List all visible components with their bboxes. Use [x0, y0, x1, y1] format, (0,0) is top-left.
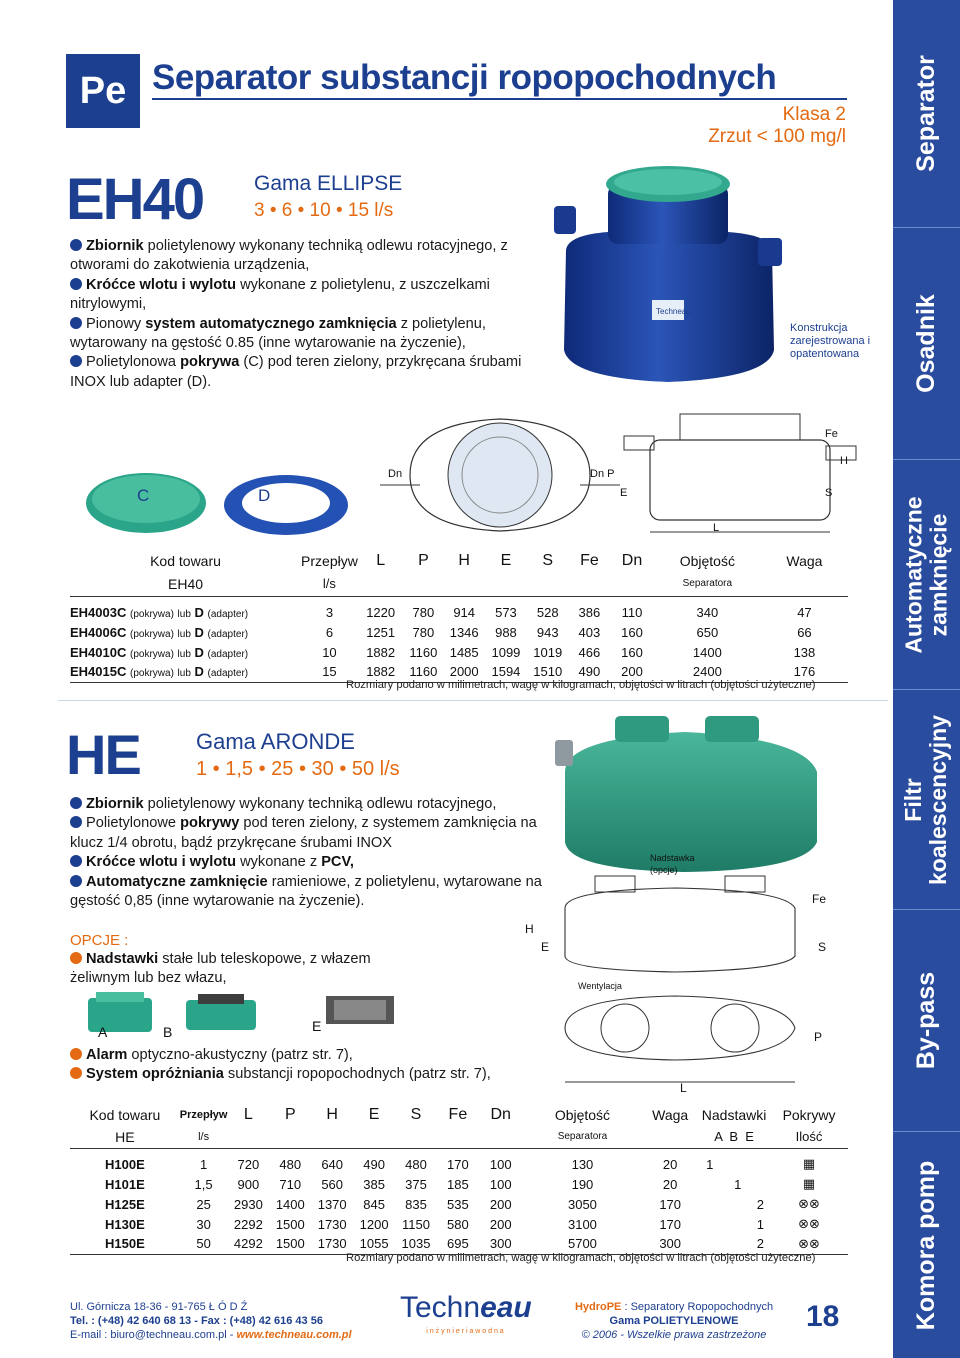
zrzut-label: Zrzut < 100 mg/l: [708, 126, 846, 147]
bullet-icon: [70, 875, 82, 887]
bullet-icon: [70, 239, 82, 251]
nadstawka-label-a: A: [98, 1024, 108, 1040]
he-table: [70, 1104, 848, 1255]
gama-ellipse-flows: 3 • 6 • 10 • 15 l/s: [254, 200, 394, 221]
dim-label-fe: Fe: [825, 428, 838, 440]
he-options: [70, 950, 410, 989]
col-przeplyw: Przepływ: [301, 553, 358, 569]
feature-item: Pionowy system automatycznego zamknięcia z polietylenu, wytarowany na gęstość 0.85 (inne wytarowanie na życzenie),: [70, 315, 486, 352]
bullet-icon: [70, 816, 82, 828]
eh40-top-view-drawing: [380, 405, 620, 545]
adapter-label-d: D: [258, 486, 271, 505]
pe-badge: Pe: [66, 54, 140, 128]
section-divider: [58, 700, 888, 701]
klasa-label: Klasa 2: [782, 104, 846, 125]
col-s: S: [410, 1106, 422, 1123]
eh40-table: [70, 550, 848, 683]
col-objetosc: Objętość: [679, 553, 735, 569]
feature-item: Zbiornik polietylenowy wykonany techniką odlewu rotacyjnego,: [70, 795, 550, 814]
sub-separatora: Separatora: [557, 1131, 608, 1143]
col-l: L: [243, 1106, 253, 1123]
svg-text:Techneau: Techneau: [656, 307, 691, 316]
footer-email: E-mail : biuro@techneau.com.pl - www.techneau.com.pl: [70, 1329, 352, 1341]
he-table-wrapper: [70, 1104, 848, 1255]
bullet-icon: [70, 952, 82, 964]
col-dn: Dn: [621, 552, 643, 569]
option-item: System opróżniania substancji ropopochodnych (patrz str. 7),: [70, 1065, 550, 1084]
sidebar-item-automatyczne-zamkniecie[interactable]: [893, 460, 960, 690]
footer-address: Ul. Górnicza 18-36 - 91-765 Ł Ó D Ź: [70, 1301, 248, 1313]
sub-abe: A B E: [714, 1129, 754, 1145]
dim-label-e: E: [620, 487, 628, 499]
col-l: L: [376, 552, 386, 569]
nadstawka-label-b: B: [163, 1024, 173, 1040]
col-kod: Kod towaru: [150, 553, 221, 569]
footer-phone: Tel. : (+48) 42 640 68 13 - Fax : (+48) 42 616 43 56: [70, 1315, 323, 1327]
he-gama-block: [196, 730, 400, 781]
eh40-gama-block: [254, 172, 402, 222]
col-kod: Kod towaru: [89, 1107, 161, 1123]
title-divider: [152, 98, 847, 100]
sidebar-item-by-pass[interactable]: [893, 910, 960, 1132]
col-e: E: [500, 552, 512, 569]
he-dim-fe: Fe: [812, 892, 827, 906]
bullet-icon: [70, 1048, 82, 1060]
table-row: EH4006C (pokrywa) lub D (adapter) 6 1251 780 1346 988 943 403 160 650 66: [70, 624, 812, 640]
col-pokrywy: Pokrywy: [782, 1107, 836, 1123]
bullet-icon: [70, 1067, 82, 1079]
feature-item: Polietylonowe pokrywy pod teren zielony, z systemem zamknięcia na klucz 1/4 obrotu, bądź przykręcane śrubami INOX: [70, 815, 537, 851]
sidebar-item-separator[interactable]: [893, 0, 960, 228]
sidebar-item-label: Komora pomp: [912, 1160, 941, 1330]
opcje-title: OPCJE :: [70, 932, 129, 949]
eh40-side-view-drawing: [620, 410, 860, 545]
he-extras: [70, 1046, 550, 1085]
table-row: H125E 25 2930 1400 1370 845 835 535 200 3050 170 2 ⊗⊗: [104, 1196, 820, 1212]
col-p: P: [418, 552, 429, 569]
page-title: Separator substancji ropopochodnych: [152, 58, 777, 97]
col-waga: Waga: [786, 553, 823, 569]
dim-label-l: L: [713, 522, 720, 534]
feature-item: Zbiornik polietylenowy wykonany techniką odlewu rotacyjnego, z otworami do zakotwienia urządzenia,: [70, 238, 508, 274]
col-fe: Fe: [448, 1106, 468, 1123]
sidebar-item-label: Automatyczne zamknięcie: [900, 495, 952, 654]
bullet-icon: [70, 317, 82, 329]
he-dim-s: S: [818, 940, 827, 954]
table-row: H130E 30 2292 1500 1730 1200 1150 580 200 3100 170 1 ⊗⊗: [104, 1216, 820, 1232]
eh40-table-note: Rozmiary podano w milimetrach, wagę w kilogramach, objętości w litrach (objętości użyteczne): [346, 679, 816, 691]
table-row: EH4010C (pokrywa) lub D (adapter) 10 1882 1160 1485 1099 1019 466 160 1400 138: [70, 644, 816, 660]
sub-ilosc: Ilość: [795, 1129, 823, 1145]
he-dim-l: L: [680, 1081, 687, 1095]
table-row: EH4003C (pokrywa) lub D (adapter) 3 1220 780 914 573 528 386 110 340 47: [70, 604, 812, 620]
table-row: H101E 1,5 900 710 560 385 375 185 100 190 20 1 ▦: [104, 1176, 816, 1192]
sub-he: HE: [115, 1128, 135, 1145]
col-p: P: [284, 1106, 296, 1123]
footer-product-info: HydroPE : Separatory Ropopochodnych Gama POLIETYLENOWE © 2006 - Wszelkie prawa zastrzeżone: [574, 1301, 774, 1341]
col-h: H: [458, 552, 470, 569]
model-he: HE: [66, 723, 140, 786]
nadstawka-label-e: E: [312, 1018, 322, 1034]
he-dim-e: E: [541, 940, 550, 954]
sub-ls: l/s: [198, 1130, 210, 1143]
sidebar-item-label: Osadnik: [912, 294, 940, 393]
feature-item: Króćce wlotu i wylotu wykonane z polietylenu, z uszczelkami nitrylowymi,: [70, 276, 490, 313]
lid-icon: ⊗⊗: [798, 1216, 820, 1231]
bullet-icon: [70, 797, 82, 809]
col-dn: Dn: [490, 1106, 511, 1123]
nadstawka-opcje-label: Nadstawka (opcje): [650, 853, 695, 875]
sidebar-item-komora-pomp[interactable]: [893, 1132, 960, 1358]
col-objetosc: Objętość: [554, 1107, 611, 1123]
sidebar-item-label: Filtr koalescencyjny: [900, 714, 952, 885]
feature-item: Króćce wlotu i wylotu wykonane z PCV,: [70, 853, 550, 872]
konstrukcja-note: Konstrukcja zarejestrowana i opatentowana: [790, 322, 871, 360]
sidebar-item-label: By-pass: [912, 971, 941, 1070]
sidebar-item-filtr-koalescencyjny[interactable]: [893, 690, 960, 910]
lid-icon: ▦: [802, 1176, 816, 1191]
option-item: Alarm optyczno-akustyczny (patrz str. 7),: [70, 1046, 550, 1065]
page-number: 18: [806, 1300, 840, 1333]
sub-ls: l/s: [322, 576, 336, 592]
nadstawki-images: [86, 990, 396, 1038]
eh40-tank-image: [548, 150, 788, 390]
footer-website-link[interactable]: www.techneau.com.pl: [236, 1329, 352, 1341]
dim-label-h: H: [840, 455, 848, 467]
bullet-icon: [70, 355, 82, 367]
col-h: H: [326, 1106, 338, 1123]
bullet-icon: [70, 855, 82, 867]
sidebar-item-osadnik[interactable]: [893, 228, 960, 460]
col-s: S: [542, 552, 554, 569]
gama-aronde-flows: 1 • 1,5 • 25 • 30 • 50 l/s: [196, 758, 400, 780]
dn-p-label: Dn P: [590, 468, 615, 480]
dim-label-s: S: [825, 487, 833, 499]
lid-label-c: C: [137, 486, 150, 505]
sidebar: [893, 0, 960, 1358]
he-features: [70, 795, 550, 911]
dn-label-left: Dn: [388, 468, 403, 480]
sub-eh40: EH40: [168, 575, 204, 592]
feature-item: Polietylonowa pokrywa (C) pod teren zielony, przykręcana śrubami INOX lub adapter (D).: [70, 354, 522, 390]
class-info: [708, 104, 846, 148]
he-dim-h: H: [525, 922, 534, 936]
eh40-features: [70, 237, 555, 392]
he-dim-p: P: [814, 1030, 823, 1044]
footer-contact: [70, 1300, 352, 1342]
model-eh40: EH40: [66, 167, 204, 232]
lid-icon: ⊗⊗: [798, 1235, 820, 1251]
col-e: E: [368, 1106, 380, 1123]
sidebar-item-label: Separator: [912, 55, 940, 172]
col-fe: Fe: [580, 552, 599, 569]
gama-aronde-title: Gama ARONDE: [196, 729, 355, 754]
he-table-note: Rozmiary podano w milimetrach, wagę w kilogramach, objętości w litrach (objętości użyteczne): [346, 1252, 816, 1264]
col-przeplyw: Przepływ: [179, 1109, 228, 1121]
table-row: H150E 50 4292 1500 1730 1055 1035 695 300 5700 300 2 ⊗⊗: [70, 1234, 848, 1254]
wentylacja-label: Wentylacja: [578, 981, 622, 991]
lid-icon: ⊗⊗: [798, 1196, 820, 1211]
techneau-logo: Techneau i n ż y n i e r i a w o d n a: [400, 1291, 532, 1335]
lid-icon: ▦: [802, 1156, 816, 1171]
col-waga: Waga: [652, 1107, 689, 1123]
gama-ellipse-title: Gama ELLIPSE: [254, 172, 403, 195]
sub-separatora: Separatora: [682, 578, 733, 590]
feature-item: Automatyczne zamknięcie ramieniowe, z polietylenu, wytarowane na gęstość 0,85 (inne wytarowanie na życzenie).: [70, 873, 542, 910]
option-item: Nadstawki stałe lub teleskopowe, z włazem żeliwnym lub bez włazu,: [70, 951, 371, 987]
eh40-table-wrapper: [70, 550, 848, 683]
he-tank-image: [555, 712, 855, 1092]
table-row: EH4015C (pokrywa) lub D (adapter) 15 1882 1160 2000 1594 1510 490 200 2400 176: [70, 662, 848, 682]
bullet-icon: [70, 278, 82, 290]
table-row: H100E 1 720 480 640 490 480 170 100 130 20 1 ▦: [104, 1156, 816, 1172]
col-nadstawki: Nadstawki: [701, 1107, 767, 1123]
lid-adapter-images: [64, 455, 354, 545]
